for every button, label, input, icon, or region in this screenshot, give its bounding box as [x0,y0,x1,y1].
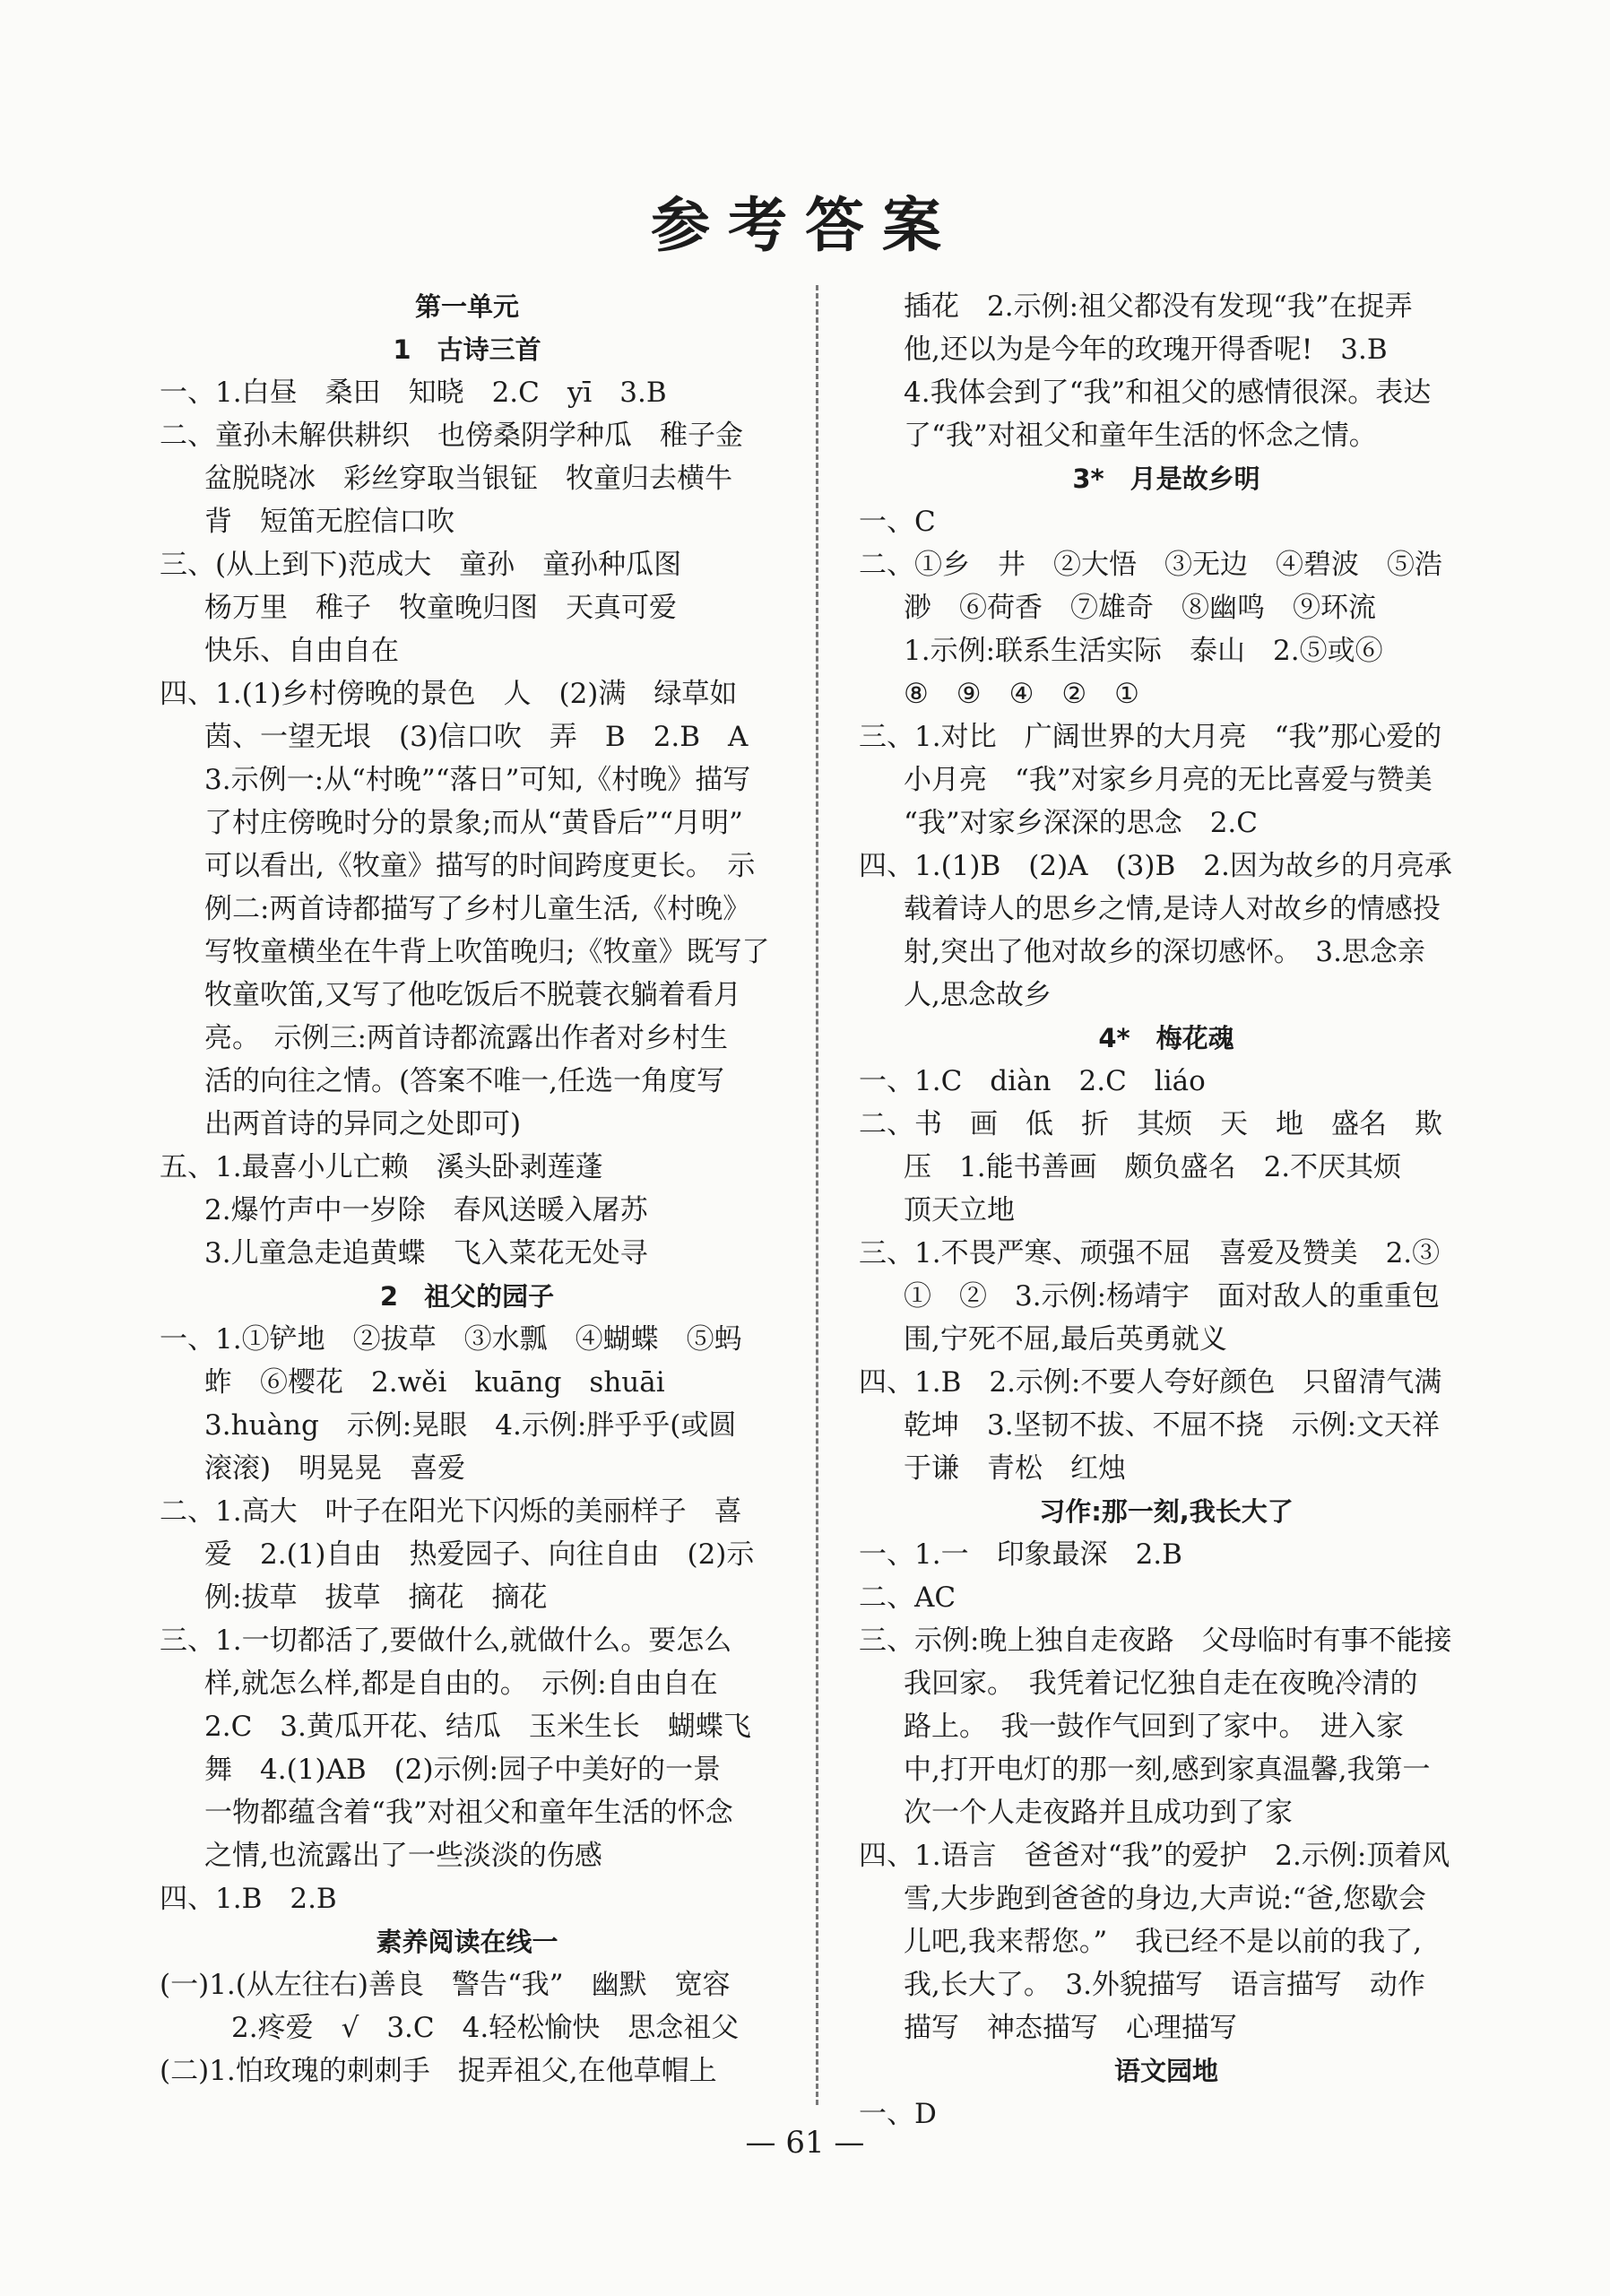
right-answer-line: 小月亮 “我”对家乡月亮的无比喜爱与赞美 [904,764,1433,796]
right-answer-line: 一、1.一 印象最深 2.B [859,1538,1182,1571]
right-section-heading: 习作:那一刻,我长大了 [1039,1496,1294,1527]
left-answer-line: 2.爆竹声中一岁除 春风送暖入屠苏 [204,1194,648,1226]
left-answer-line: 四、1.(1)乡村傍晚的景色 人 (2)满 绿草如 [160,678,738,710]
left-answer-line: 牧童吹笛,又写了他吃饭后不脱蓑衣躺着看月 [204,979,741,1011]
left-answer-line: 三、1.一切都活了,要做什么,就做什么。要怎么 [160,1625,732,1657]
right-answer-line: 渺 ⑥荷香 ⑦雄奇 ⑧幽鸣 ⑨环流 [904,592,1376,624]
page-title: 参考答案 [651,190,959,260]
right-answer-line: 插花 2.示例:祖父都没有发现“我”在捉弄 [904,290,1413,323]
left-answer-line: 样,就怎么样,都是自由的。 示例:自由自在 [204,1668,718,1700]
right-answer-line: 三、1.对比 广阔世界的大月亮 “我”那心爱的 [859,721,1442,753]
left-answer-line: 蚱 ⑥樱花 2.wěi kuāng shuāi [204,1366,665,1399]
right-answer-line: 描写 神态描写 心理描写 [904,2012,1237,2044]
left-answer-line: 一物都蕴含着“我”对祖父和童年生活的怀念 [204,1797,733,1829]
left-answer-line: 舞 4.(1)AB (2)示例:园子中美好的一景 [204,1754,722,1786]
right-answer-line: ⑧ ⑨ ④ ② ① [904,678,1139,710]
right-answer-line: 4.我体会到了“我”和祖父的感情很深。表达 [904,377,1432,409]
right-answer-line: 压 1.能书善画 颇负盛名 2.不厌其烦 [904,1151,1402,1183]
right-answer-line: 围,宁死不屈,最后英勇就义 [904,1323,1227,1356]
left-answer-line: 例二:两首诗都描写了乡村儿童生活,《村晚》 [204,893,751,925]
left-answer-line: 活的向往之情。(答案不唯一,任选一角度写 [204,1065,724,1097]
left-answer-line: 杨万里 稚子 牧童晚归图 天真可爱 [204,592,677,624]
column-divider [816,285,818,2105]
right-answer-line: 人,思念故乡 [904,979,1052,1011]
left-answer-line: 3.示例一:从“村晚”“落日”可知,《村晚》描写 [204,764,751,796]
right-answer-line: 二、①乡 井 ②大悟 ③无边 ④碧波 ⑤浩 [859,549,1442,581]
right-answer-line: ① ② 3.示例:杨靖宇 面对敌人的重重包 [904,1280,1441,1313]
left-answer-line: 2.C 3.黄瓜开花、结瓜 玉米生长 蝴蝶飞 [204,1711,751,1743]
left-answer-line: 爱 2.(1)自由 热爱园子、向往自由 (2)示 [204,1538,755,1571]
left-answer-line: 四、1.B 2.B [160,1883,337,1915]
left-answer-line: 盆脱晓冰 彩丝穿取当银钲 牧童归去横牛 [204,463,732,495]
right-answer-line: 于谦 青松 红烛 [904,1452,1126,1485]
left-section-heading: 1 古诗三首 [393,334,541,365]
right-answer-line: 四、1.(1)B (2)A (3)B 2.因为故乡的月亮承 [859,850,1452,882]
left-answer-line: 背 短笛无腔信口吹 [204,506,454,538]
right-answer-line: 雪,大步跑到爸爸的身边,大声说:“爸,您歇会 [904,1883,1426,1915]
left-answer-line: 例:拔草 拔草 摘花 摘花 [204,1581,548,1614]
left-answer-line: 一、1.①铲地 ②拔草 ③水瓢 ④蝴蝶 ⑤蚂 [160,1323,742,1356]
left-column [160,285,775,2092]
right-section-heading: 3* 月是故乡明 [1072,464,1260,494]
right-answer-line: 儿吧,我来帮您。” 我已经不是以前的我了, [904,1926,1423,1958]
left-answer-line: (二)1.怕玫瑰的刺刺手 捉弄祖父,在他草帽上 [160,2055,717,2087]
right-answer-line: 一、D [859,2098,937,2130]
right-answer-line: 次一个人走夜路并且成功到了家 [904,1797,1293,1829]
right-answer-line: “我”对家乡深深的思念 2.C [904,807,1258,839]
right-answer-line: 我,长大了。 3.外貌描写 语言描写 动作 [904,1969,1425,2001]
right-answer-line: 了“我”对祖父和童年生活的怀念之情。 [904,420,1377,452]
left-answer-line: (一)1.(从左往右)善良 警告“我” 幽默 宽容 [160,1969,731,2001]
right-answer-line: 顶天立地 [904,1194,1015,1226]
left-answer-line: 亮。 示例三:两首诗都流露出作者对乡村生 [204,1022,728,1054]
left-answer-line: 了村庄傍晚时分的景象;而从“黄昏后”“月明” [204,807,743,839]
right-answer-line: 射,突出了他对故乡的深切感怀。 3.思念亲 [904,936,1425,968]
left-section-heading: 素养阅读在线一 [376,1927,558,1957]
left-answer-line: 茵、一望无垠 (3)信口吹 弄 B 2.B A [204,721,749,753]
left-answer-line: 五、1.最喜小儿亡赖 溪头卧剥莲蓬 [160,1151,603,1183]
right-answer-line: 四、1.B 2.示例:不要人夸好颜色 只留清气满 [859,1366,1442,1399]
right-column [859,285,1474,2136]
left-section-heading: 第一单元 [414,291,519,322]
left-section-heading: 2 祖父的园子 [379,1281,555,1312]
left-answer-line: 3.huàng 示例:晃眼 4.示例:胖乎乎(或圆 [204,1409,737,1442]
right-answer-line: 我回家。 我凭着记忆独自走在夜晚冷清的 [904,1668,1418,1700]
right-answer-line: 路上。 我一鼓作气回到了家中。 进入家 [904,1711,1404,1743]
left-answer-line: 二、1.高大 叶子在阳光下闪烁的美丽样子 喜 [160,1495,742,1528]
right-answer-line: 三、1.不畏严寒、顽强不屈 喜爱及赞美 2.③ [859,1237,1441,1269]
left-answer-line: 之情,也流露出了一些淡淡的伤感 [204,1840,602,1872]
right-answer-line: 一、1.C diàn 2.C liáo [859,1065,1206,1097]
right-section-heading: 4* 梅花魂 [1098,1023,1234,1053]
left-answer-line: 写牧童横坐在牛背上吹笛晚归;《牧童》既写了 [204,936,770,968]
right-answer-line: 二、书 画 低 折 其烦 天 地 盛名 欺 [859,1108,1442,1140]
right-answer-line: 载着诗人的思乡之情,是诗人对故乡的情感投 [904,893,1441,925]
left-answer-line: 3.儿童急走追黄蝶 飞入菜花无处寻 [204,1237,648,1269]
left-answer-line: 三、(从上到下)范成大 童孙 童孙种瓜图 [160,549,682,581]
page-number: — 61 — [745,2125,865,2161]
left-answer-line: 2.疼爱 √ 3.C 4.轻松愉快 思念祖父 [231,2012,740,2044]
left-answer-line: 一、1.白昼 桑田 知晓 2.C yī 3.B [160,377,667,409]
right-answer-line: 中,打开电灯的那一刻,感到家真温馨,我第一 [904,1754,1431,1786]
right-answer-line: 1.示例:联系生活实际 泰山 2.⑤或⑥ [904,635,1383,667]
right-answer-line: 一、C [859,506,936,538]
right-answer-line: 他,还以为是今年的玫瑰开得香呢! 3.B [904,334,1388,366]
right-answer-line: 四、1.语言 爸爸对“我”的爱护 2.示例:顶着风 [859,1840,1450,1872]
left-answer-line: 可以看出,《牧童》描写的时间跨度更长。 示 [204,850,756,882]
right-answer-line: 三、示例:晚上独自走夜路 父母临时有事不能接 [859,1625,1452,1657]
right-section-heading: 语文园地 [1113,2056,1218,2086]
left-answer-line: 滚滚) 明晃晃 喜爱 [204,1452,466,1485]
right-answer-line: 乾坤 3.坚韧不拔、不屈不挠 示例:文天祥 [904,1409,1441,1442]
right-answer-line: 二、AC [859,1581,956,1614]
left-answer-line: 出两首诗的异同之处即可) [204,1108,522,1140]
left-answer-line: 二、童孙未解供耕织 也傍桑阴学种瓜 稚子金 [160,420,743,452]
left-answer-line: 快乐、自由自在 [204,635,399,667]
